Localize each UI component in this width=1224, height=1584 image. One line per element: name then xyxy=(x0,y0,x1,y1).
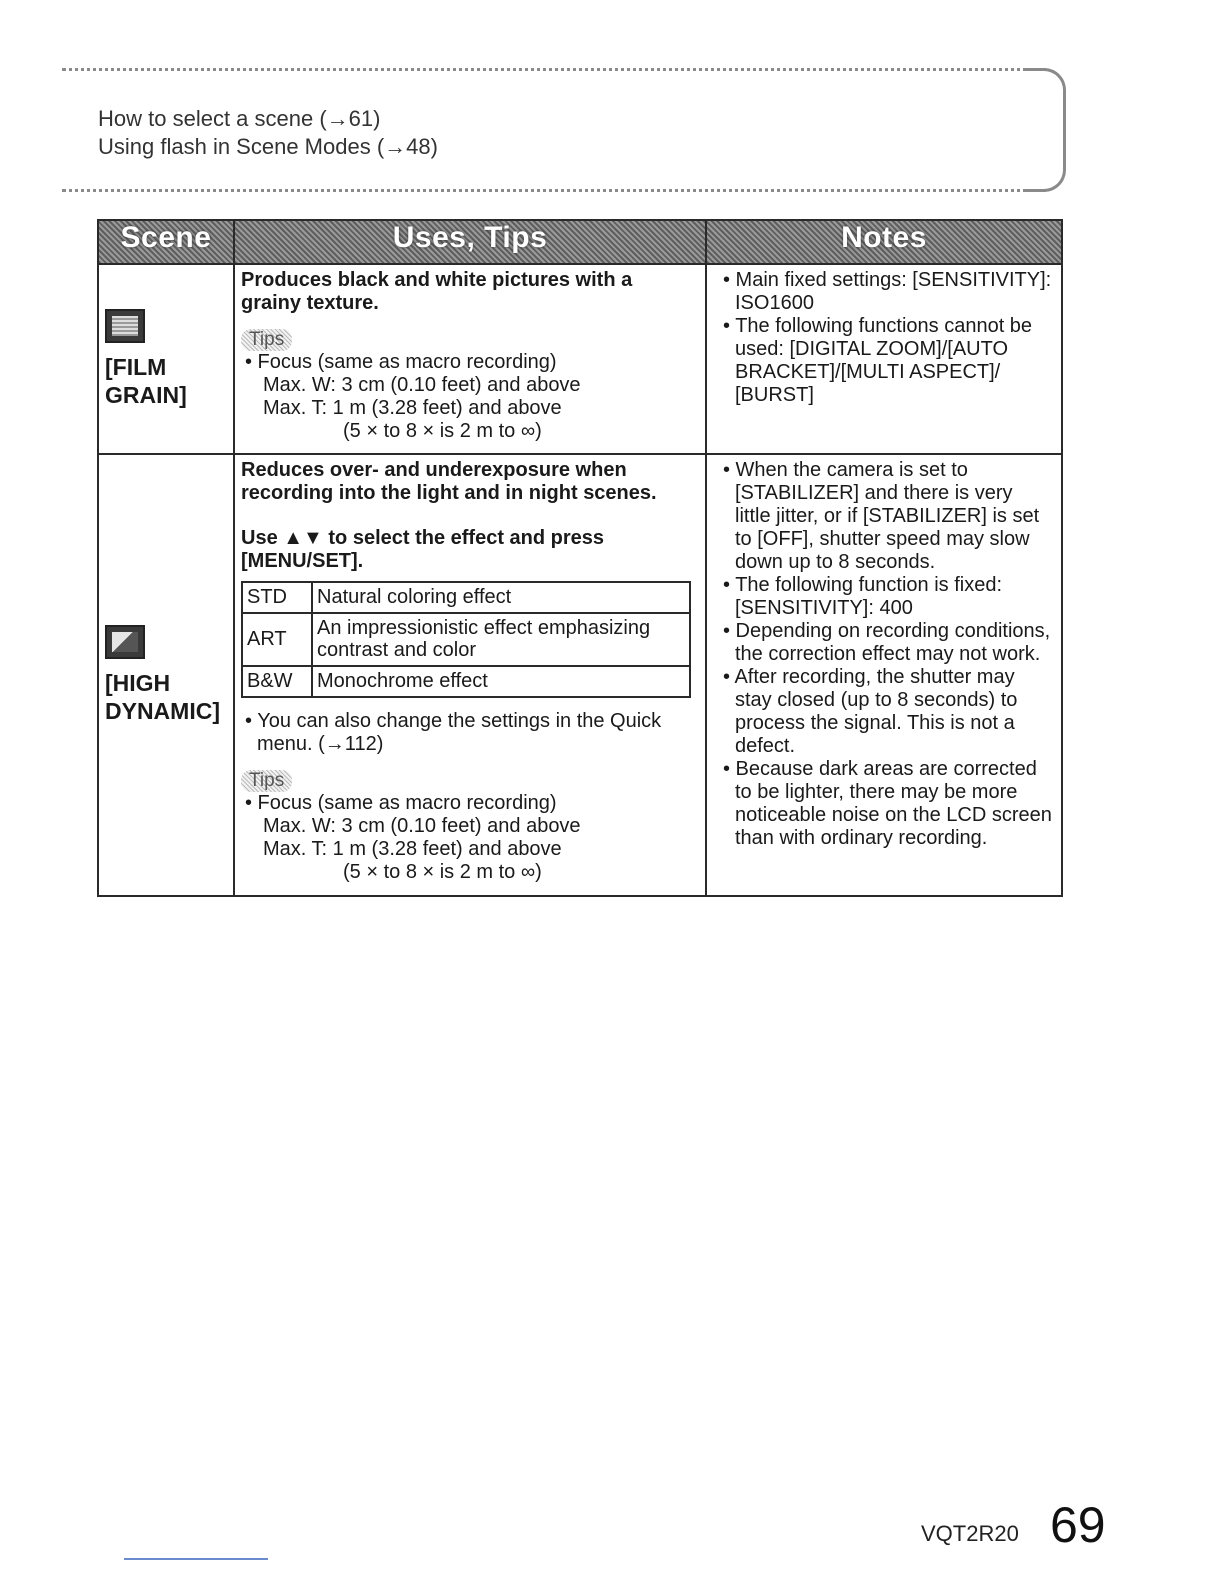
effect-desc: Natural coloring effect xyxy=(312,582,690,613)
note-item: • Main fixed settings: [SENSITIVITY]: ISO1600 xyxy=(723,269,1052,314)
header-uses-tips: Uses, Tips xyxy=(234,220,706,264)
note-item: • When the camera is set to [STABILIZER] and there is very little jitter, or if [STABILIZER] is set to [OFF], shutter speed may slow down up to 8 seconds. xyxy=(723,459,1040,573)
footer-rule xyxy=(124,1558,268,1560)
tip-line: Max. W: 3 cm (0.10 feet) and above xyxy=(263,374,581,396)
effect-desc: Monochrome effect xyxy=(312,666,690,697)
scene-cell xyxy=(98,454,234,896)
table-row xyxy=(98,264,1062,454)
high-dynamic-icon xyxy=(105,625,145,659)
effect-row xyxy=(242,666,690,697)
model-code: VQT2R20 xyxy=(921,1521,1019,1546)
scene-description: Produces black and white pictures with a grainy texture. xyxy=(241,269,633,314)
note-item: • Depending on recording conditions, the correction effect may not work. xyxy=(723,620,1051,665)
uses-cell xyxy=(234,454,706,896)
note-item: • Because dark areas are corrected to be lighter, there may be more noticeable noise on the LCD screen than with ordinary recording. xyxy=(723,758,1052,849)
tips-badge: Tips xyxy=(241,770,292,792)
reference-link-select-scene[interactable]: How to select a scene (→61) xyxy=(98,106,381,131)
tip-line: • Focus (same as macro recording) xyxy=(245,792,557,814)
effect-key: ART xyxy=(242,613,312,666)
uses-cell xyxy=(234,264,706,454)
note-item: • The following function is fixed: [SENSITIVITY]: 400 xyxy=(723,574,1003,619)
tip-line: Max. T: 1 m (3.28 feet) and above xyxy=(263,397,562,419)
extra-note: • You can also change the settings in the Quick menu. (→112) xyxy=(245,710,662,755)
note-item: • After recording, the shutter may stay closed (up to 8 seconds) to process the signal. This is not a defect. xyxy=(723,666,1018,757)
scene-instruction: Use ▲▼ to select the effect and press [MENU/SET]. xyxy=(241,527,605,572)
effects-table xyxy=(241,581,691,698)
film-grain-icon xyxy=(105,309,145,343)
notes-cell xyxy=(706,454,1062,896)
scene-description: Reduces over- and underexposure when recording into the light and in night scenes. xyxy=(241,459,657,504)
effect-row xyxy=(242,582,690,613)
effect-key: STD xyxy=(242,582,312,613)
tip-line: (5 × to 8 × is 2 m to ∞) xyxy=(343,420,542,442)
scene-name-film-grain: [FILM GRAIN] xyxy=(105,354,187,408)
tip-line: • Focus (same as macro recording) xyxy=(245,351,557,373)
table-row xyxy=(98,454,1062,896)
effect-desc: An impressionistic effect emphasizing contrast and color xyxy=(312,613,690,666)
header-scene: Scene xyxy=(98,220,234,264)
scene-cell xyxy=(98,264,234,454)
reference-box xyxy=(62,68,1046,192)
scene-name-high-dynamic: [HIGH DYNAMIC] xyxy=(105,670,220,724)
effect-row xyxy=(242,613,690,666)
reference-link-flash[interactable]: Using flash in Scene Modes (→48) xyxy=(98,134,438,159)
scene-table xyxy=(97,219,1063,897)
tip-line: Max. T: 1 m (3.28 feet) and above xyxy=(263,838,562,860)
page-number: 69 xyxy=(1050,1497,1106,1553)
effect-key: B&W xyxy=(242,666,312,697)
header-notes: Notes xyxy=(706,220,1062,264)
tips-badge: Tips xyxy=(241,329,292,351)
table-header-row xyxy=(98,220,1062,264)
tip-line: (5 × to 8 × is 2 m to ∞) xyxy=(343,861,542,883)
tip-line: Max. W: 3 cm (0.10 feet) and above xyxy=(263,815,581,837)
notes-cell xyxy=(706,264,1062,454)
note-item: • The following functions cannot be used: [DIGITAL ZOOM]/[AUTO BRACKET]/[MULTI ASPECT]/ [BURST] xyxy=(723,315,1033,406)
